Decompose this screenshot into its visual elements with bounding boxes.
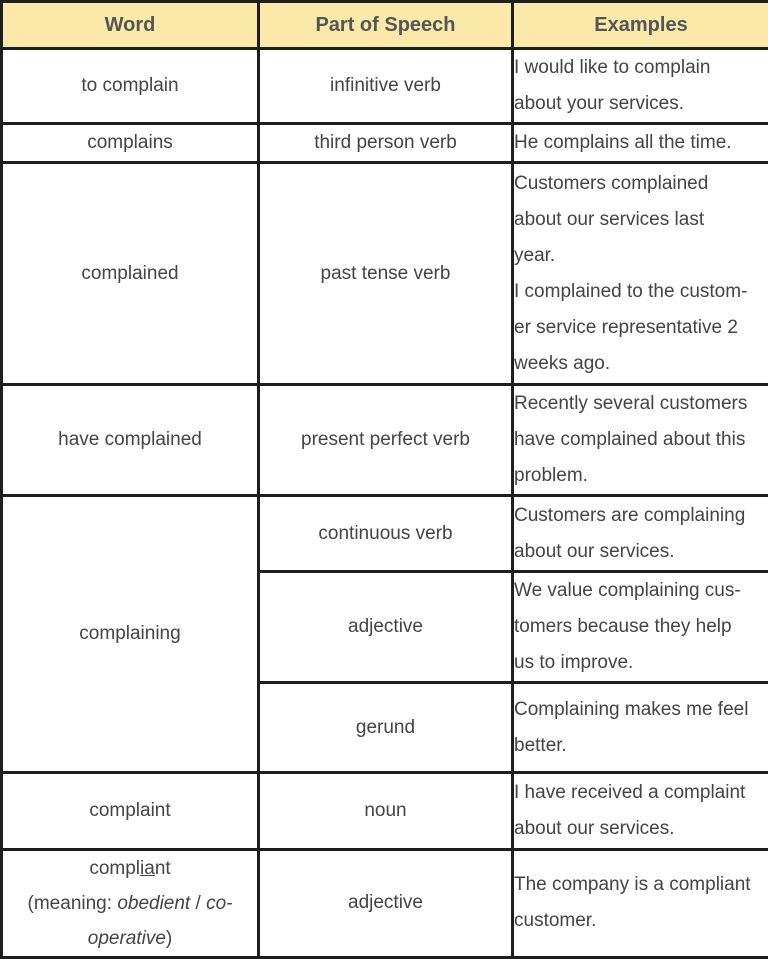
example-line: er service representative 2 — [514, 316, 738, 338]
example-cell — [513, 49, 768, 124]
word-cell: complaining — [2, 496, 259, 773]
word-part: nt — [154, 857, 171, 879]
example-line: about our services. — [514, 817, 675, 839]
compliant-word-line — [3, 851, 257, 886]
example-line: about your services. — [514, 93, 685, 115]
table-row — [2, 849, 768, 957]
table-row — [2, 163, 768, 385]
meaning-suffix: ) — [165, 927, 173, 949]
word-cell — [2, 849, 259, 957]
pos-cell: adjective — [259, 571, 513, 682]
meaning-separator: / — [190, 892, 207, 914]
underlined-letters: ia — [140, 857, 155, 879]
meaning-line-2 — [3, 921, 257, 956]
example-line: us to improve. — [514, 651, 634, 673]
example-line: tomers because they help — [514, 615, 732, 637]
meaning-obedient: obedient — [117, 892, 191, 914]
example-line: year. — [514, 244, 556, 266]
header-examples: Examples — [513, 2, 768, 49]
example-line: I complained to the custom- — [514, 280, 748, 302]
word-cell: have complained — [2, 385, 259, 496]
pos-cell: past tense verb — [259, 163, 513, 385]
table-row — [2, 49, 768, 124]
pos-cell: present perfect verb — [259, 385, 513, 496]
table-row — [2, 124, 768, 163]
header-part-of-speech: Part of Speech — [259, 2, 513, 49]
example-cell — [513, 849, 768, 957]
word-cell: complaint — [2, 773, 259, 849]
table-row — [2, 496, 768, 571]
pos-cell: continuous verb — [259, 496, 513, 571]
example-cell — [513, 163, 768, 385]
example-line: I would like to complain — [514, 57, 711, 79]
example-line: Customers are complaining — [514, 504, 746, 526]
pos-cell: third person verb — [259, 124, 513, 163]
example-line: He complains all the time. — [514, 132, 732, 154]
word-cell: complains — [2, 124, 259, 163]
example-line: customer. — [514, 910, 597, 932]
example-cell — [513, 385, 768, 496]
example-cell — [513, 571, 768, 682]
example-cell — [513, 124, 768, 163]
pos-cell: noun — [259, 773, 513, 849]
table-row — [2, 773, 768, 849]
example-line: The company is a compliant — [514, 874, 751, 896]
example-cell — [513, 683, 768, 773]
meaning-cooperative-a: co- — [206, 892, 233, 914]
word-cell: complained — [2, 163, 259, 385]
pos-cell: adjective — [259, 849, 513, 957]
word-part: compl — [89, 857, 141, 879]
word-cell: to complain — [2, 49, 259, 124]
example-cell — [513, 773, 768, 849]
header-word: Word — [2, 2, 259, 49]
table-row — [2, 385, 768, 496]
example-line: Customers complained — [514, 172, 709, 194]
example-line: problem. — [514, 465, 588, 487]
example-line: weeks ago. — [514, 352, 611, 374]
example-line: about our services. — [514, 540, 675, 562]
example-line: have complained about this — [514, 429, 746, 451]
example-line: Recently several customers — [514, 393, 748, 415]
example-line: I have received a complaint — [514, 781, 746, 803]
meaning-prefix: (meaning: — [27, 892, 118, 914]
meaning-cooperative-b: operative — [87, 927, 166, 949]
meaning-line — [3, 886, 257, 921]
example-line: about our services last — [514, 208, 705, 230]
pos-cell: infinitive verb — [259, 49, 513, 124]
example-line: Complaining makes me feel — [514, 698, 749, 720]
example-cell — [513, 496, 768, 571]
example-line: better. — [514, 734, 567, 756]
example-line: We value complaining cus- — [514, 579, 741, 601]
header-row — [2, 2, 768, 49]
pos-cell: gerund — [259, 683, 513, 773]
